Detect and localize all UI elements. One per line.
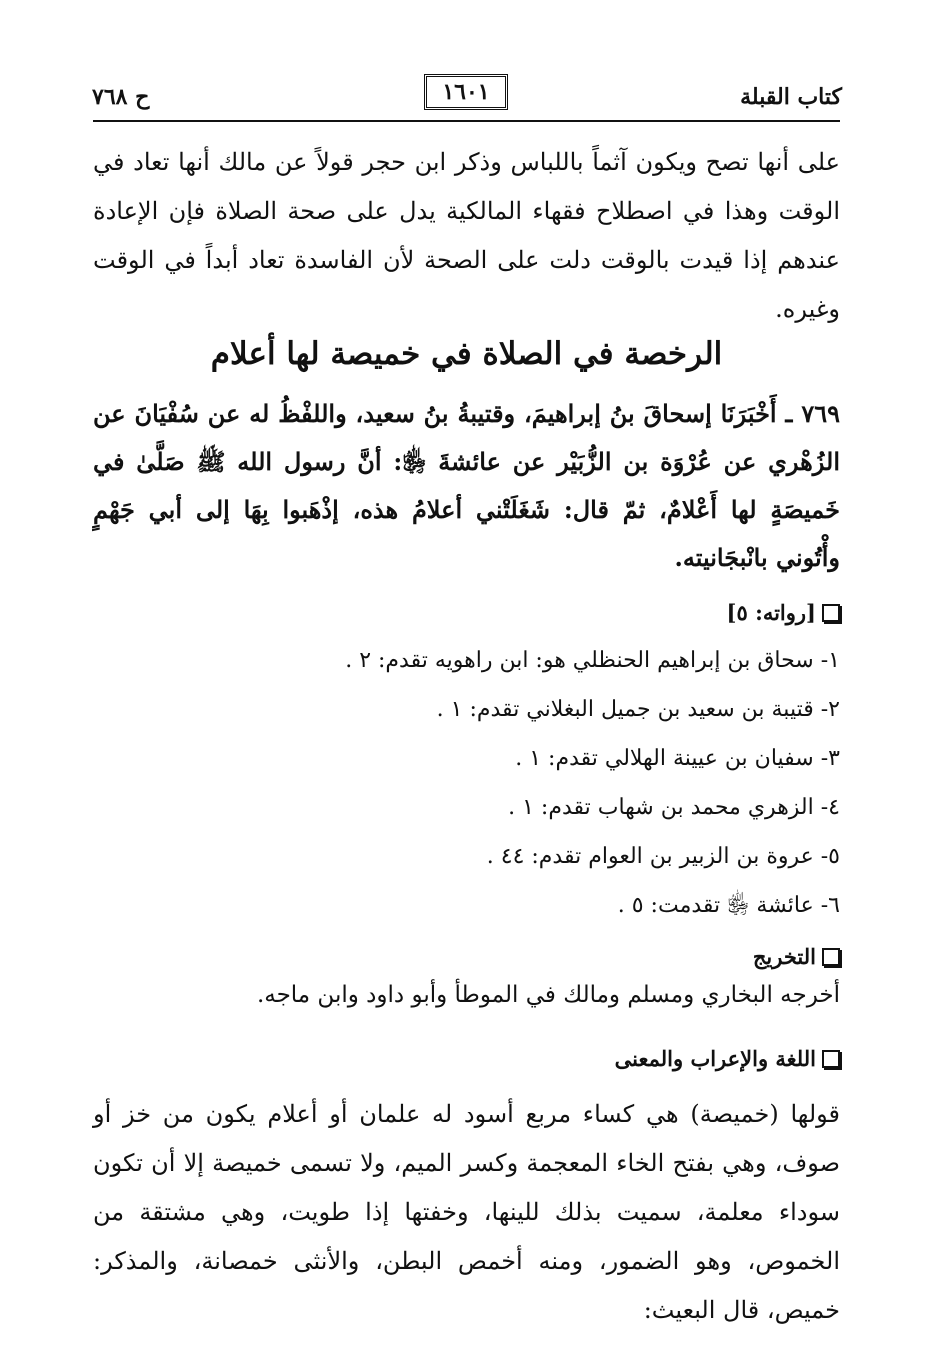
- narrators-heading-label: [رواته: ٥]: [726, 600, 816, 625]
- takhrij-heading-label: التخريج: [752, 944, 816, 969]
- header-divider: [93, 120, 840, 122]
- checkbox-square-icon: [822, 604, 840, 622]
- language-heading-label: اللغة والإعراب والمعنى: [614, 1046, 816, 1071]
- page-number: ١٦٠١: [424, 74, 508, 110]
- language-heading: [615, 1046, 840, 1071]
- list-item: ٢- قتيبة بن سعيد بن جميل البغلاني تقدم: ١ .: [436, 697, 840, 722]
- list-item: ١- سحاق بن إبراهيم الحنظلي هو: ابن راهويه تقدم: ٢ .: [345, 648, 840, 673]
- hadith-reference: ح ٧٦٨: [92, 84, 150, 110]
- narrators-list: [240, 640, 840, 934]
- narrators-heading: [727, 600, 840, 625]
- list-item: ٤- الزهري محمد بن شهاب تقدم: ١ .: [508, 795, 840, 820]
- checkbox-square-icon: [822, 1050, 840, 1068]
- list-item: ٣- سفيان بن عيينة الهلالي تقدم: ١ .: [515, 746, 840, 771]
- takhrij-text: أخرجه البخاري ومسلم ومالك في الموطأ وأبو داود وابن ماجه.: [256, 982, 840, 1008]
- intro-paragraph: على أنها تصح ويكون آثماً باللباس وذكر ابن حجر قولاً عن مالك أنها تعاد في الوقت وهذا في اصطلاح فقهاء المالكية يدل على صحة الصلاة فإن الإعادة عندهم إذا قيدت بالوقت دلت على الصحة لأن الفاسدة تعاد أبداً في الوقت وغيره.: [93, 148, 840, 323]
- list-item: ٦- عائشة ﵂ تقدمت: ٥ .: [617, 893, 840, 918]
- takhrij-heading: [753, 944, 840, 969]
- chapter-title: الرخصة في الصلاة في خميصة لها أعلام: [210, 336, 723, 372]
- list-item: ٥- عروة بن الزبير بن العوام تقدم: ٤٤ .: [486, 844, 840, 869]
- book-title: كتاب القبلة: [740, 84, 842, 110]
- hadith-text: ٧٦٩ ـ أَخْبَرَنَا إسحاقَ بنُ إبراهيمَ، وقتيبةُ بنُ سعيد، واللفْظُ له عن سُفْيَانَ عن الزُهْري عن عُرْوَة بن الزُّبَيْر عن عائشةَ ﵂: أنَّ رسول الله ﷺ صَلَّىٰ في خَميصَةٍ لها أَعْلامٌ، ثمّ قال: شَغَلَتْني أعلامُ هذه، إذْهَبوا بِهَا إلى أبي جَهْمٍ وأْتُوني بانْبجَانيته.: [93, 399, 841, 572]
- checkbox-square-icon: [822, 948, 840, 966]
- language-paragraph: قولها (خميصة) هي كساء مربع أسود له علمان أو أعلام يكون من خز أو صوف، وهي بفتح الخاء المعجمة وكسر الميم، ولا تسمى خميصة إلا أن تكون سوداء معلمة، سميت بذلك للينها، وخفتها إذا طويت، وهي مشتقة من الخموص، وهو الضمور، ومنه أخمص البطن، والأنثى خمصانة، والمذكر: خميص، قال البعيث:: [93, 1100, 840, 1324]
